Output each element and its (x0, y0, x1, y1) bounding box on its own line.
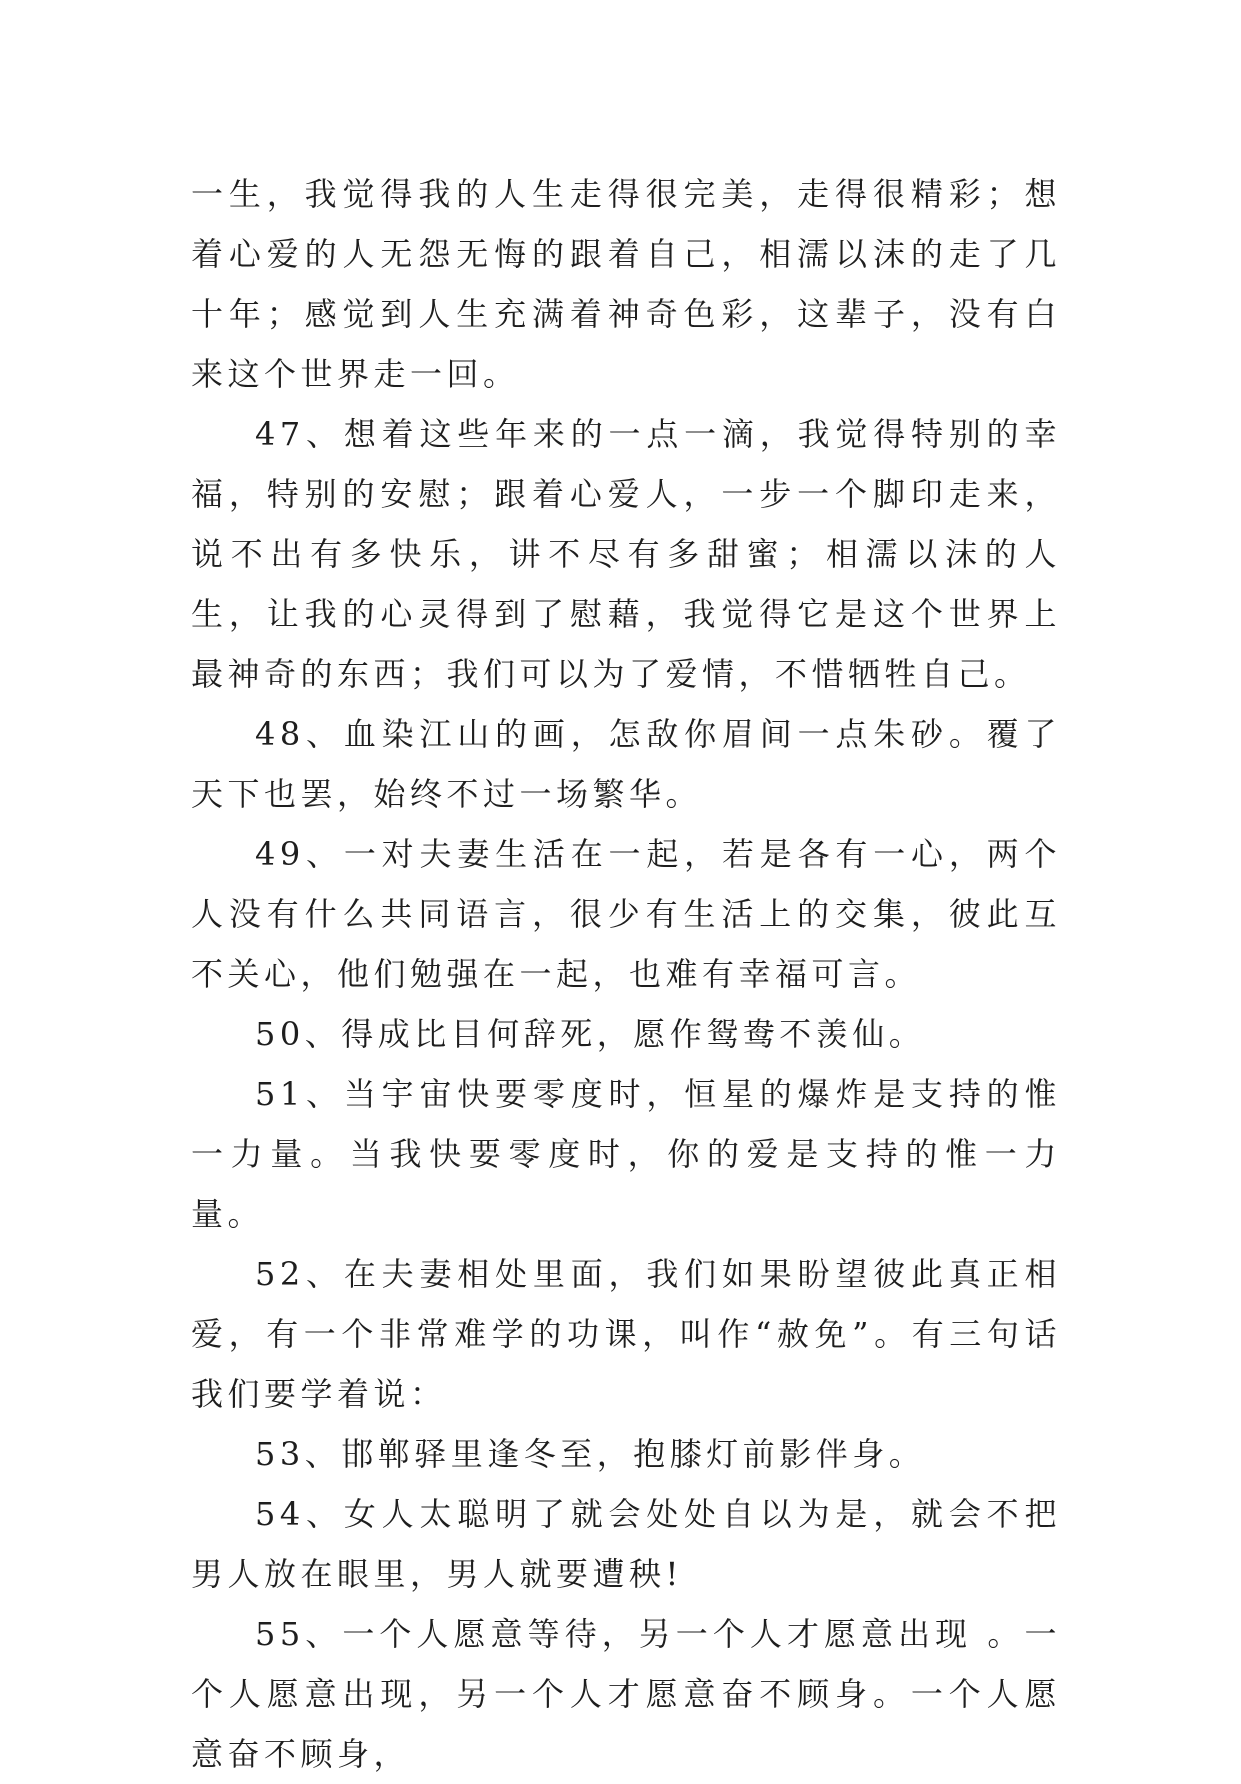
paragraph-51: 51、当宇宙快要零度时，恒星的爆炸是支持的惟一力量。当我快要零度时，你的爱是支持的惟一力量。 (191, 1075, 1061, 1233)
paragraph-continued: 一生，我觉得我的人生走得很完美，走得很精彩；想着心爱的人无怨无悔的跟着自己，相濡以沫的走了几十年；感觉到人生充满着神奇色彩，这辈子，没有白来这个世界走一回。 (191, 175, 1061, 393)
document-body (191, 164, 1061, 1784)
paragraph-50: 50、得成比目何辞死，愿作鸳鸯不羡仙。 (255, 1015, 926, 1053)
paragraph-48: 48、血染江山的画，怎敌你眉间一点朱砂。覆了天下也罢，始终不过一场繁华。 (191, 715, 1061, 813)
paragraph-53: 53、邯郸驿里逢冬至，抱膝灯前影伴身。 (255, 1435, 926, 1473)
paragraph-52: 52、在夫妻相处里面，我们如果盼望彼此真正相爱，有一个非常难学的功课，叫作“赦免”。有三句话我们要学着说： (191, 1255, 1061, 1413)
paragraph-54: 54、女人太聪明了就会处处自以为是，就会不把男人放在眼里，男人就要遭秧! (191, 1495, 1061, 1593)
paragraph-55: 55、一个人愿意等待，另一个人才愿意出现 。一个人愿意出现，另一个人才愿意奋不顾身。一个人愿意奋不顾身， (191, 1615, 1061, 1773)
paragraph-47: 47、想着这些年来的一点一滴，我觉得特别的幸福，特别的安慰；跟着心爱人，一步一个脚印走来，说不出有多快乐，讲不尽有多甜蜜；相濡以沫的人生，让我的心灵得到了慰藉，我觉得它是这个世界上最神奇的东西；我们可以为了爱情，不惜牺牲自己。 (191, 415, 1061, 693)
paragraph-49: 49、一对夫妻生活在一起，若是各有一心，两个人没有什么共同语言，很少有生活上的交集，彼此互不关心，他们勉强在一起，也难有幸福可言。 (191, 835, 1061, 993)
